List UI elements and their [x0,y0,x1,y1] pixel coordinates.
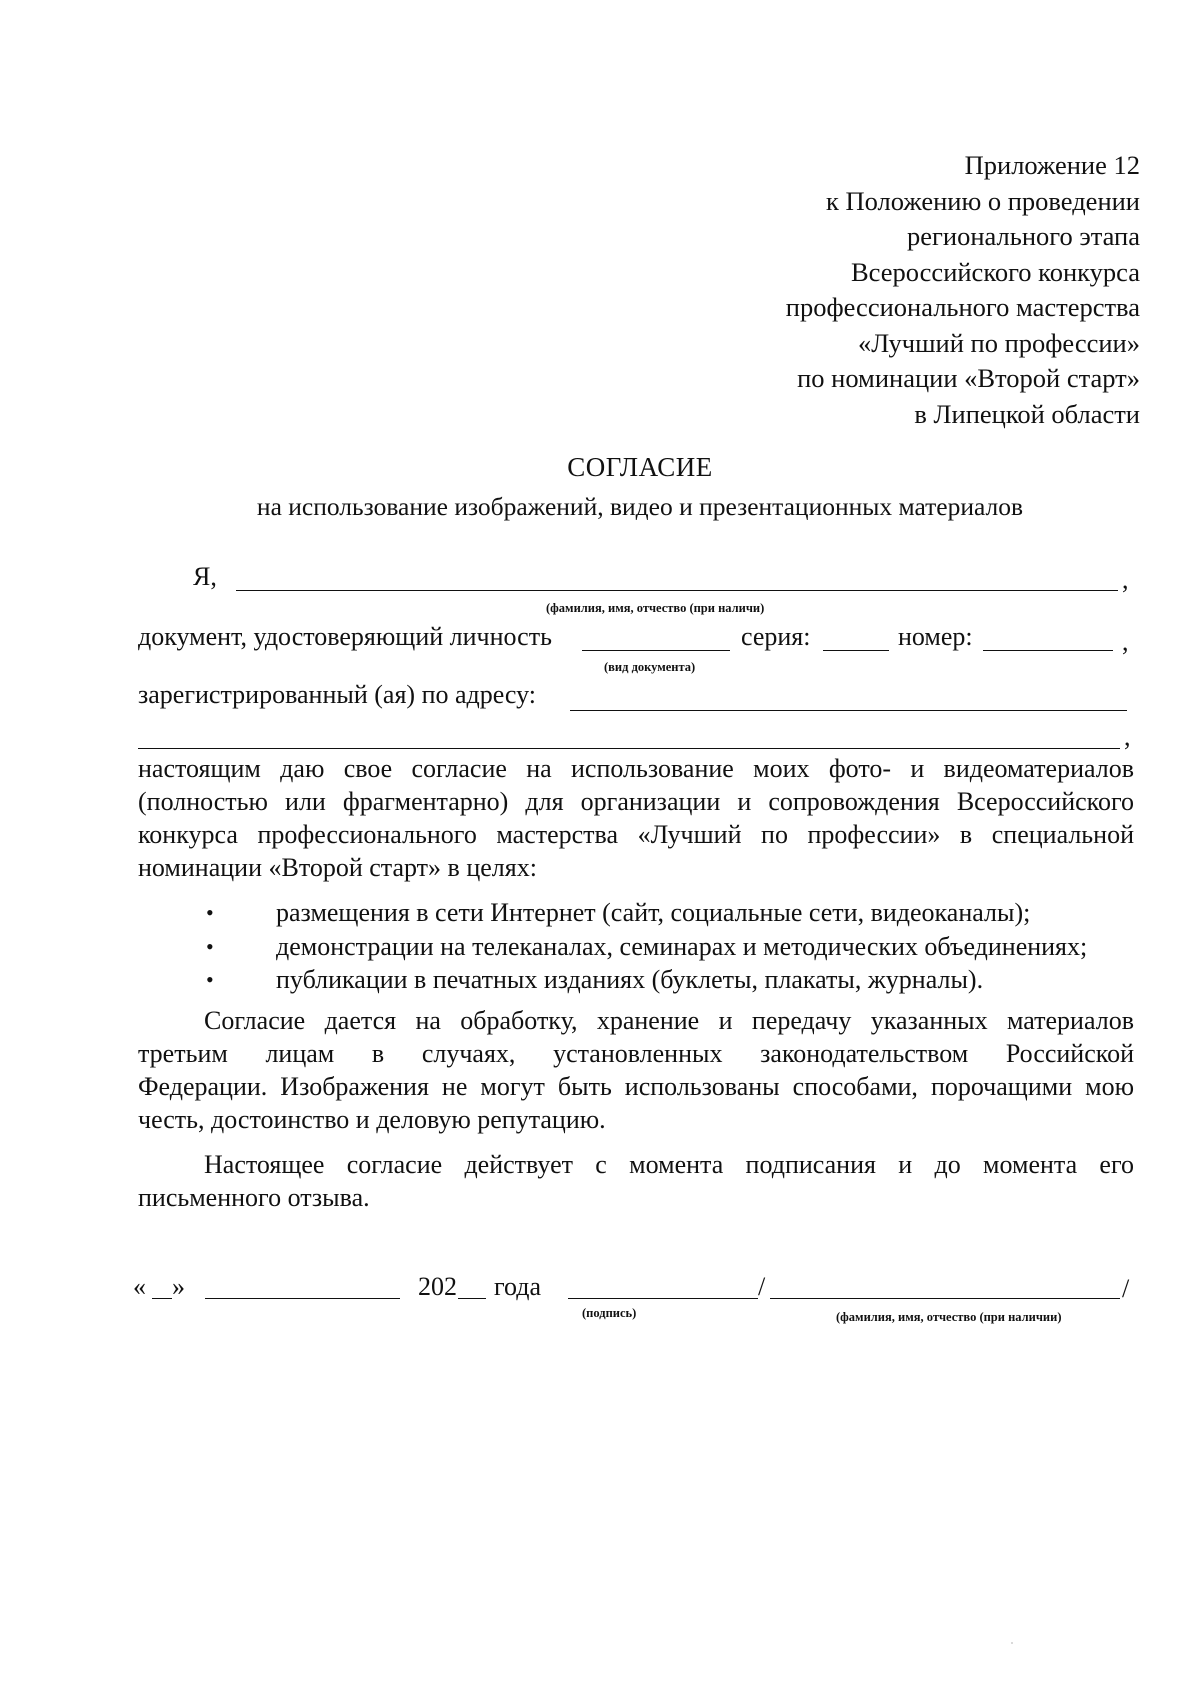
paragraph-line: конкурса профессионального мастерства «Лучший по профессии» в специальной [138,820,1134,849]
list-item [138,896,1087,930]
document-subtitle: на использование изображений, видео и презентационных материалов [256,492,1024,521]
date-day-field[interactable] [152,1298,172,1299]
appendix-line: в Липецкой области [914,398,1140,429]
comma: , [1124,722,1131,751]
paragraph-line: третьим лицам в случаях, установленных законодательством Российской [138,1039,1134,1068]
date-year-prefix: 202 [418,1272,457,1301]
appendix-line: к Положению о проведении [826,185,1140,216]
address-field[interactable] [570,710,1127,711]
date-quote-open: « [133,1272,146,1301]
paragraph-line: письменного отзыва. [138,1183,370,1212]
consent-paragraph [138,752,1134,884]
id-document-type-field[interactable] [582,650,730,651]
series-field[interactable] [823,650,889,651]
number-field[interactable] [983,650,1113,651]
list-item-text: публикации в печатных изданиях (буклеты, плакаты, журналы). [276,965,984,994]
full-name-field[interactable] [236,590,1118,591]
date-month-field[interactable] [205,1298,400,1299]
date-year-suffix: года [494,1272,542,1301]
processing-paragraph [138,1004,1134,1136]
list-item-text: демонстрации на телеканалах, семинарах и методических объединениях; [276,931,1088,961]
paragraph-line: Согласие дается на обработку, хранение и передачу указанных материалов [204,1006,1134,1035]
appendix-header [786,148,1140,432]
appendix-line: профессионального мастерства [785,292,1140,322]
bullet-icon: • [206,933,214,959]
date-quote-close: » [172,1272,185,1301]
comma: , [1122,565,1129,594]
signature-caption: (подпись) [582,1306,637,1320]
date-year-field[interactable] [458,1298,486,1299]
comma: , [1122,627,1129,656]
ya-label: Я, [193,562,217,591]
purposes-list [138,896,1087,997]
id-document-caption: (вид документа) [604,660,696,674]
signer-name-caption: (фамилия, имя, отчество (при наличии) [836,1310,1062,1324]
paragraph-line: номинации «Второй старт» в целях: [138,853,537,882]
bullet-icon: • [206,967,214,992]
signature-field[interactable] [568,1298,758,1299]
series-label: серия: [741,622,811,651]
appendix-line: Приложение 12 [964,150,1140,180]
scan-speck [1011,1642,1013,1644]
paragraph-line: настоящим даю свое согласие на использование моих фото- и видеоматериалов [138,754,1134,783]
bullet-icon: • [206,900,214,925]
signature-slash: / [758,1272,766,1301]
signer-name-field[interactable] [770,1298,1120,1299]
id-document-label: документ, удостоверяющий личность [138,622,552,651]
list-item [138,930,1087,964]
address-label: зарегистрированный (ая) по адресу: [138,680,537,709]
appendix-line: регионального этапа [907,221,1140,251]
list-item-text: размещения в сети Интернет (сайт, социальные сети, видеоканалы); [276,898,1031,927]
paragraph-line: Федерации. Изображения не могут быть использованы способами, порочащими мою [138,1072,1134,1101]
appendix-line: Всероссийского конкурса [850,256,1140,287]
full-name-caption: (фамилия, имя, отчество (при наличи) [546,601,765,615]
appendix-line: «Лучший по профессии» [857,327,1140,358]
signature-slash: / [1122,1274,1130,1303]
paragraph-line: (полностью или фрагментарно) для организации и сопровождения Всероссийского [138,787,1134,816]
list-item [138,963,1087,997]
appendix-line: по номинации «Второй старт» [797,363,1140,393]
paragraph-line: честь, достоинство и деловую репутацию. [138,1105,606,1134]
document-title: СОГЛАСИЕ [567,452,713,482]
validity-paragraph [138,1148,1134,1214]
number-label: номер: [898,622,973,651]
address-field-continued[interactable] [138,748,1120,749]
paragraph-line: Настоящее согласие действует с момента подписания и до момента его [204,1150,1134,1179]
